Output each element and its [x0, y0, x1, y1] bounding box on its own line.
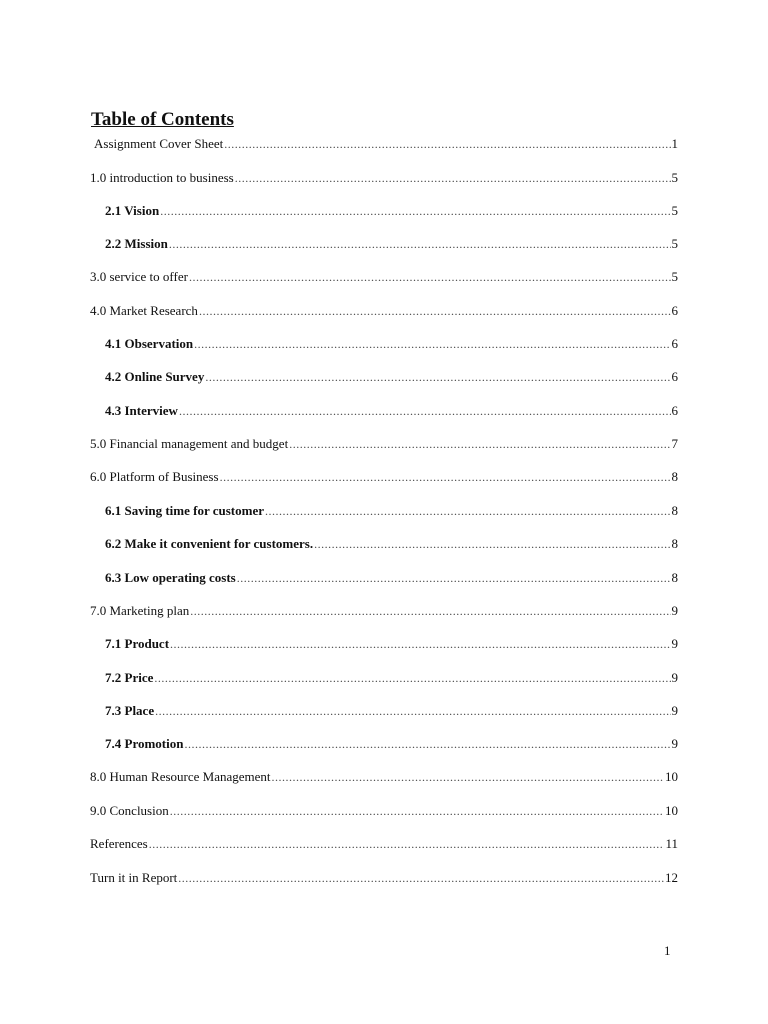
toc-entry-label: Assignment Cover Sheet	[94, 136, 224, 151]
toc-entry[interactable]	[105, 335, 678, 353]
toc-entry-page: 7	[671, 436, 678, 451]
toc-entry-page: 9	[671, 670, 678, 685]
toc-entry-label: 7.4 Promotion	[105, 736, 184, 751]
toc-entry-label: References	[90, 836, 148, 851]
toc-entry-label: 6.0 Platform of Business	[90, 469, 219, 484]
toc-dot-leader	[194, 335, 670, 353]
toc-entry-page: 5	[671, 170, 678, 185]
toc-entry[interactable]	[105, 569, 678, 587]
toc-entry-label: 6.3 Low operating costs	[105, 570, 236, 585]
toc-entry-label: 7.1 Product	[105, 636, 170, 651]
toc-dot-leader	[190, 602, 670, 620]
footer-page-number: 1	[664, 943, 671, 958]
toc-entry[interactable]	[90, 302, 678, 320]
toc-entry[interactable]	[90, 802, 678, 820]
toc-entry-label: 7.0 Marketing plan	[90, 603, 190, 618]
toc-entry[interactable]	[90, 768, 678, 786]
toc-entry-page: 12	[665, 870, 678, 885]
toc-entry[interactable]	[90, 268, 678, 286]
toc-entry-page: 8	[671, 503, 678, 518]
toc-dot-leader	[160, 202, 670, 220]
toc-entry-page: 10	[665, 769, 678, 784]
toc-dot-leader	[220, 468, 671, 486]
toc-dot-leader	[179, 402, 671, 420]
toc-dot-leader	[149, 835, 665, 853]
toc-entry-page: 1	[671, 136, 678, 151]
toc-entry-page: 9	[671, 703, 678, 718]
toc-dot-leader	[178, 869, 664, 887]
toc-entry[interactable]	[105, 635, 678, 653]
toc-entry[interactable]	[105, 235, 678, 253]
toc-entry-label: 3.0 service to offer	[90, 269, 188, 284]
toc-dot-leader	[272, 768, 664, 786]
toc-entry[interactable]	[105, 669, 678, 687]
toc-entry-page: 11	[665, 836, 678, 851]
toc-entry-page: 9	[671, 603, 678, 618]
toc-entry-label: 4.1 Observation	[105, 336, 194, 351]
toc-entry-page: 5	[671, 203, 678, 218]
toc-entry[interactable]	[90, 869, 678, 887]
toc-entry-page: 6	[671, 369, 678, 384]
toc-entry-label: 7.3 Place	[105, 703, 155, 718]
toc-dot-leader	[289, 435, 670, 453]
toc-entry-label: 4.3 Interview	[105, 403, 178, 418]
toc-entry-label: Turn it in Report	[90, 870, 178, 885]
toc-entry-label: 1.0 introduction to business	[90, 170, 234, 185]
toc-entry[interactable]	[90, 435, 678, 453]
toc-entry-label: 9.0 Conclusion	[90, 803, 169, 818]
toc-dot-leader	[184, 735, 670, 753]
toc-entry[interactable]	[90, 602, 678, 620]
toc-dot-leader	[155, 702, 670, 720]
toc-dot-leader	[169, 235, 671, 253]
toc-entry-page: 9	[671, 736, 678, 751]
toc-dot-leader	[235, 169, 671, 187]
toc-entry[interactable]	[105, 368, 678, 386]
toc-title: Table of Contents	[91, 109, 234, 130]
toc-entry-label: 2.1 Vision	[105, 203, 160, 218]
toc-entry-page: 5	[671, 236, 678, 251]
toc-entry-page: 8	[671, 536, 678, 551]
toc-entry-label: 2.2 Mission	[105, 236, 168, 251]
toc-dot-leader	[189, 268, 671, 286]
toc-entry-page: 10	[665, 803, 678, 818]
toc-dot-leader	[170, 635, 670, 653]
toc-entry-label: 8.0 Human Resource Management	[90, 769, 271, 784]
toc-dot-leader	[314, 535, 670, 553]
toc-entry-page: 9	[671, 636, 678, 651]
toc-entry[interactable]	[105, 735, 678, 753]
toc-dot-leader	[265, 502, 671, 520]
toc-entry-page: 6	[671, 336, 678, 351]
toc-entry[interactable]	[90, 468, 678, 486]
toc-entry-label: 6.2 Make it convenient for customers.	[105, 536, 314, 551]
toc-entry-label: 4.2 Online Survey	[105, 369, 205, 384]
toc-entry[interactable]	[105, 202, 678, 220]
toc-entry[interactable]	[105, 702, 678, 720]
toc-entry[interactable]	[105, 535, 678, 553]
toc-dot-leader	[205, 368, 670, 386]
toc-entry[interactable]	[90, 169, 678, 187]
toc-entry-page: 6	[671, 403, 678, 418]
toc-entry-label: 6.1 Saving time for customer	[105, 503, 264, 518]
toc-entry-page: 6	[671, 303, 678, 318]
toc-entry[interactable]	[94, 135, 678, 153]
toc-dot-leader	[170, 802, 664, 820]
toc-dot-leader	[199, 302, 671, 320]
toc-entry-page: 8	[671, 469, 678, 484]
toc-entry[interactable]	[105, 402, 678, 420]
toc-entry-label: 5.0 Financial management and budget	[90, 436, 289, 451]
toc-dot-leader	[237, 569, 671, 587]
toc-entry[interactable]	[105, 502, 678, 520]
toc-entry-page: 8	[671, 570, 678, 585]
toc-entry-label: 7.2 Price	[105, 670, 154, 685]
toc-entry-page: 5	[671, 269, 678, 284]
toc-entry-label: 4.0 Market Research	[90, 303, 198, 318]
toc-entry[interactable]	[90, 835, 678, 853]
toc-dot-leader	[154, 669, 670, 687]
toc-dot-leader	[224, 135, 670, 153]
